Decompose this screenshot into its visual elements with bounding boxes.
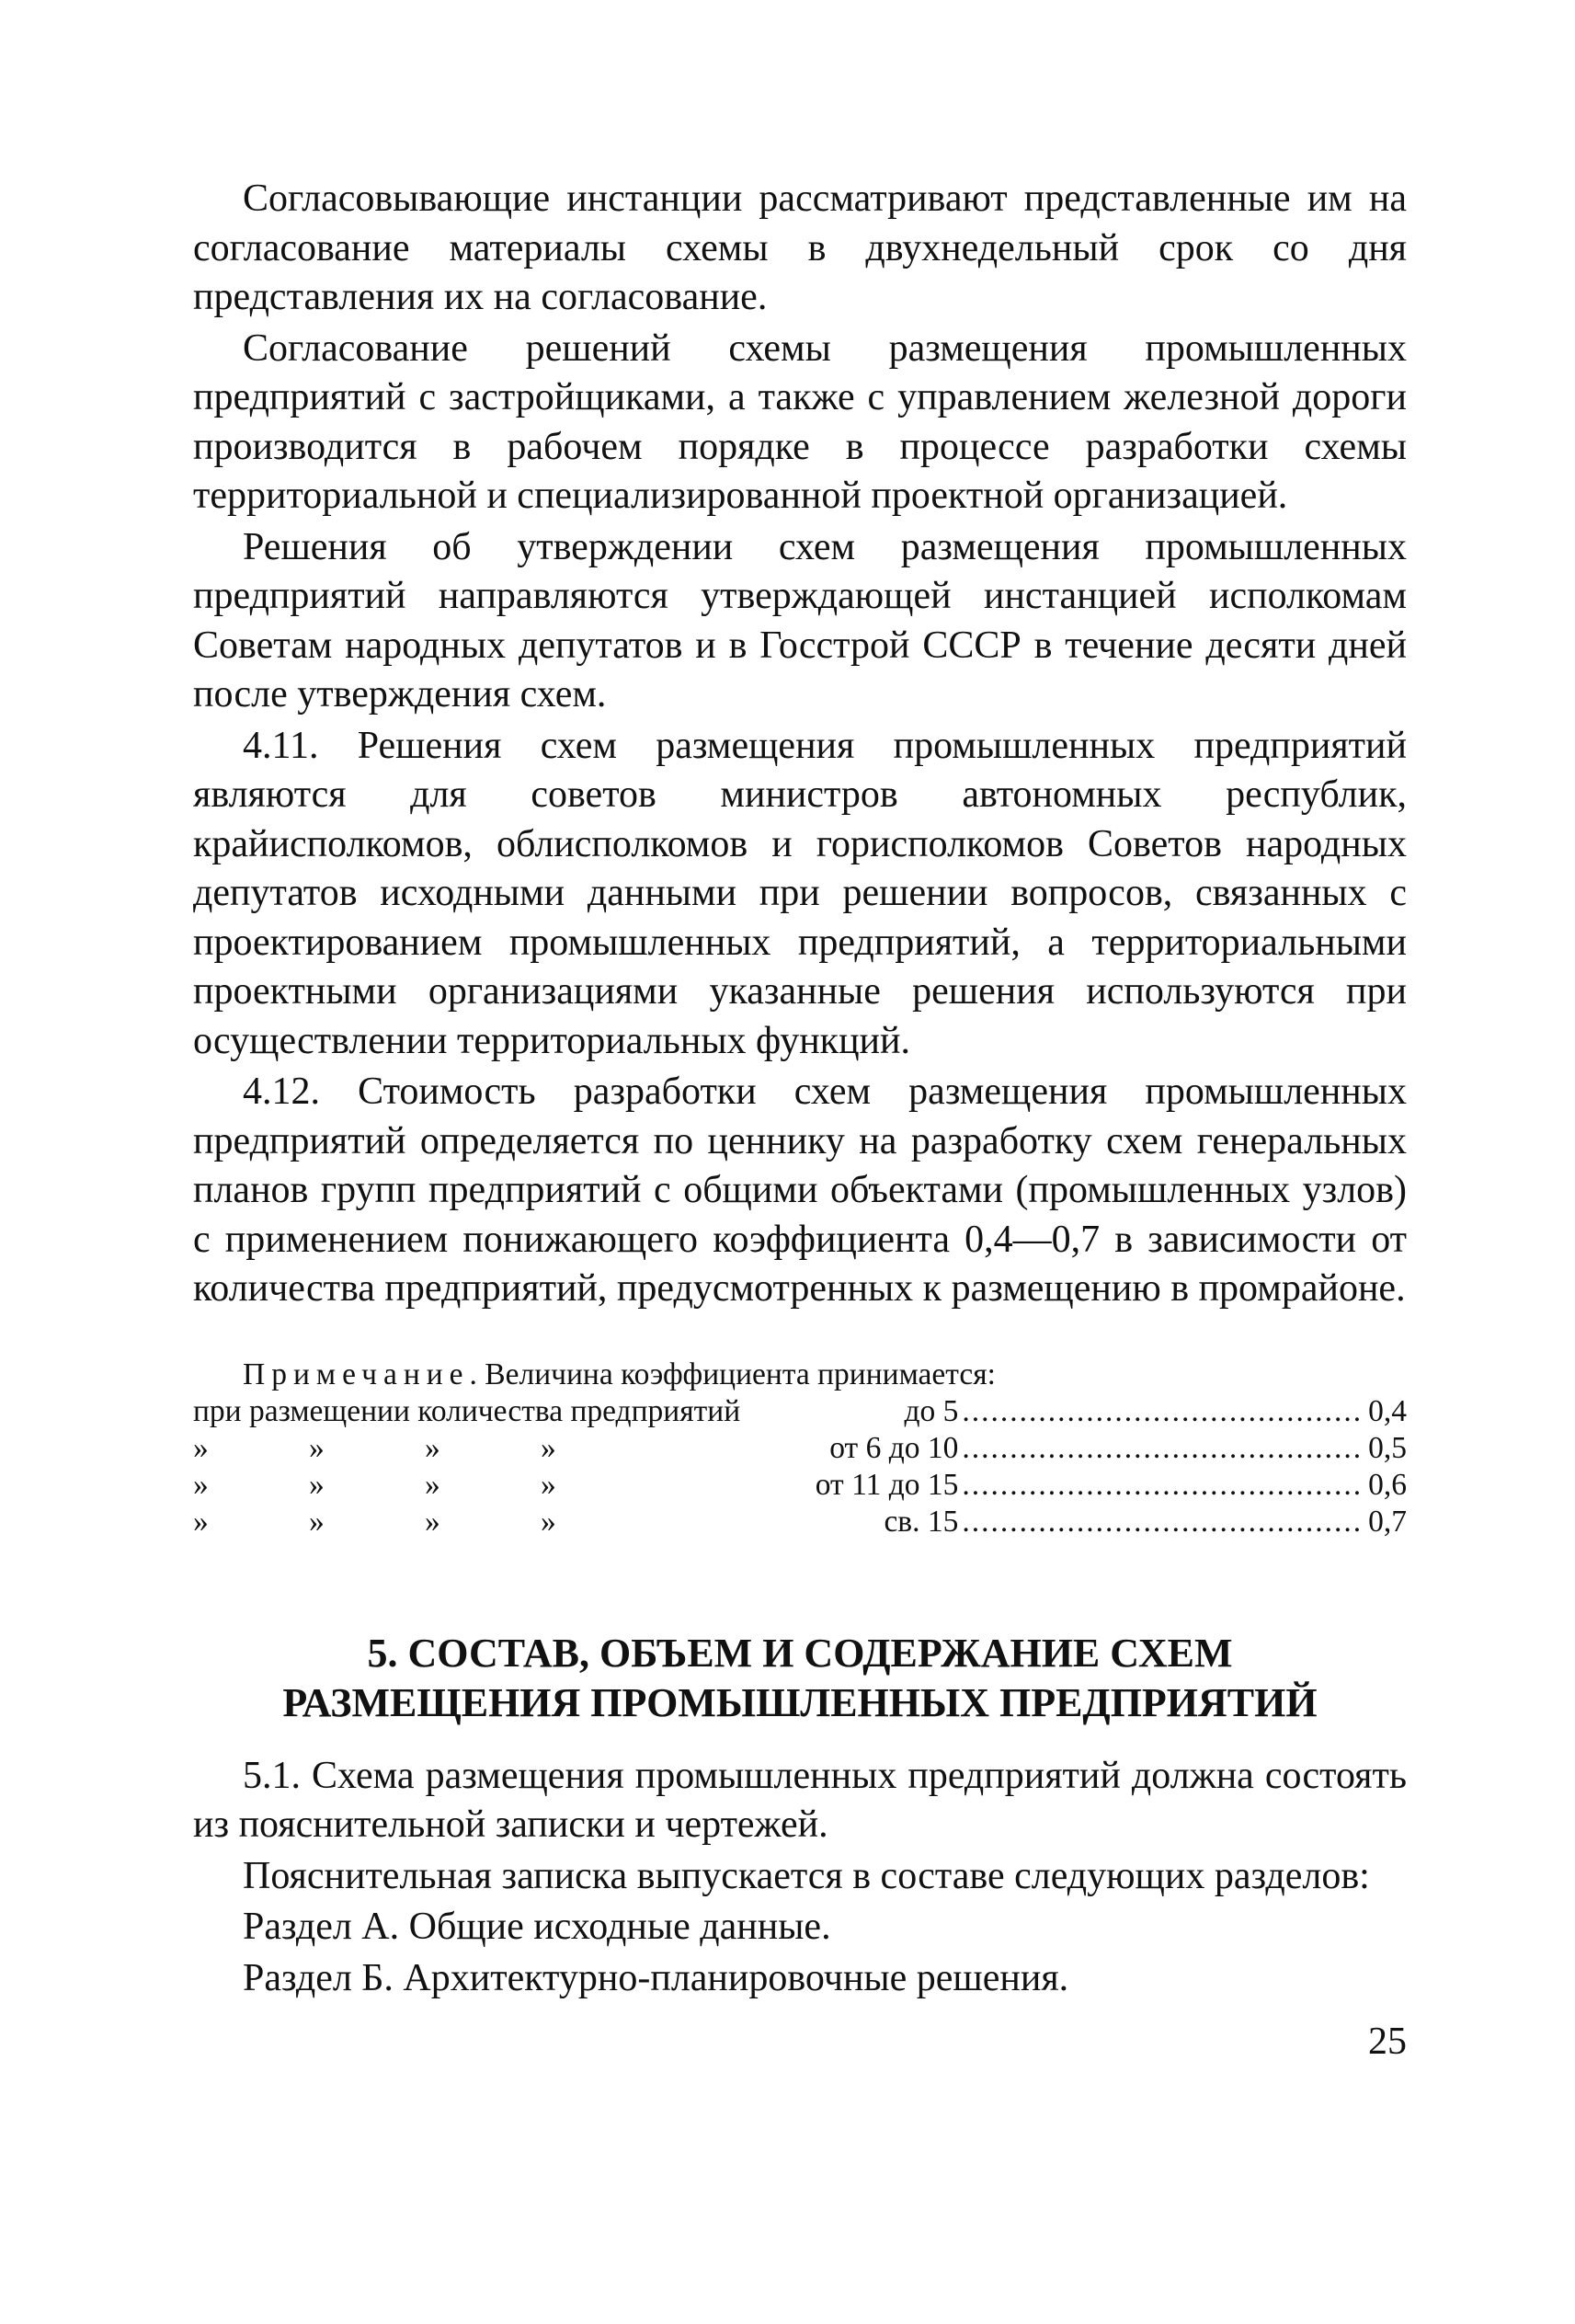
- document-page: [193, 175, 1407, 2005]
- note-row-coefficient: 0,5: [1368, 1430, 1407, 1465]
- section-item-b: Раздел Б. Архитектурно-планировочные решения.: [243, 1956, 1069, 1999]
- note-heading: [193, 1357, 1407, 1393]
- note-row-coefficient: 0,4: [1368, 1393, 1407, 1428]
- note-row-value-group: [884, 1504, 1407, 1540]
- note-row: [193, 1467, 1407, 1504]
- paragraph-approval-decisions: Решения об утверждении схем размещения промышленных предприятий направляются утверждающей инстанцией исполкомам Советам народных депутатов и в Госстрой СССР в течение десяти дней после утверждения схем.: [193, 525, 1407, 716]
- ditto-mark: »: [309, 1467, 325, 1502]
- note-row-condition: [193, 1467, 816, 1504]
- note-row-leader-dots: ..........................................: [962, 1393, 1364, 1428]
- ditto-mark: »: [193, 1504, 209, 1539]
- note-row-coefficient: 0,6: [1368, 1467, 1407, 1502]
- ditto-mark: »: [309, 1430, 325, 1465]
- ditto-mark: »: [425, 1467, 440, 1502]
- note-row: [193, 1504, 1407, 1540]
- note-row-leader-dots: ..........................................: [962, 1467, 1364, 1502]
- paragraph-4-12: 4.12. Стоимость разработки схем размещения промышленных предприятий определяется по ценнику на разработку схем генеральных планов групп предприятий с общими объектами (промышленных узлов) с применением понижающего коэффициента 0,4—0,7 в зависимости от количества предприятий, предусмотренных к размещению в промрайоне.: [193, 1070, 1407, 1310]
- section-item-a: Раздел А. Общие исходные данные.: [243, 1906, 831, 1948]
- ditto-mark: »: [541, 1467, 556, 1502]
- note-row-value-group: [904, 1393, 1407, 1430]
- section-heading-line-1: 5. СОСТАВ, ОБЪЕМ И СОДЕРЖАНИЕ СХЕМ: [367, 1630, 1233, 1676]
- ditto-mark: »: [193, 1467, 209, 1502]
- section-heading: [193, 1629, 1407, 1728]
- note-text: . Величина коэффициента принимается:: [469, 1357, 996, 1391]
- section-heading-line-2: РАЗМЕЩЕНИЯ ПРОМЫШЛЕННЫХ ПРЕДПРИЯТИЙ: [282, 1679, 1318, 1725]
- note-row-range: св. 15: [884, 1504, 959, 1539]
- note-row-leader-dots: ..........................................: [962, 1504, 1364, 1539]
- note-row: [193, 1430, 1407, 1467]
- note-row-range: от 6 до 10: [829, 1430, 959, 1465]
- note-label: Примечание: [243, 1357, 470, 1391]
- note-row-leader-dots: ..........................................: [962, 1430, 1364, 1465]
- paragraph-4-11: 4.11. Решения схем размещения промышленных предприятий являются для советов министров автономных республик, крайисполкомов, облисполкомов и горисполкомов Советов народных депутатов исходными данными при решении вопросов, связанных с проектированием промышленных предприятий, а территориальными проектными организациями указанные решения используются при осуществлении территориальных функций.: [193, 724, 1407, 1062]
- note-row-value-group: [816, 1467, 1407, 1504]
- note-row-condition: [193, 1393, 904, 1430]
- note-row-condition: [193, 1504, 884, 1540]
- note-row-coefficient: 0,7: [1368, 1504, 1407, 1539]
- ditto-mark: »: [425, 1430, 440, 1465]
- note-row-range: от 11 до 15: [815, 1467, 959, 1502]
- note-row: [193, 1393, 1407, 1430]
- ditto-mark: »: [541, 1504, 556, 1539]
- note-row-value-group: [829, 1430, 1407, 1467]
- paragraph-5-1: 5.1. Схема размещения промышленных предприятий должна состоять из пояснительной записки и чертежей.: [193, 1754, 1407, 1846]
- paragraph-coordination-developers: Согласование решений схемы размещения промышленных предприятий с застройщиками, а также с управлением железной дороги производится в рабочем порядке в процессе разработки схемы территориальной и специализированной проектной организацией.: [193, 326, 1407, 517]
- paragraph-approval-timing: Согласовывающие инстанции рассматривают представленные им на согласование материалы схемы в двухнедельный срок со дня представления их на согласование.: [193, 177, 1407, 318]
- ditto-mark: »: [425, 1504, 440, 1539]
- note-row-condition: [193, 1430, 829, 1467]
- ditto-mark: »: [541, 1430, 556, 1465]
- ditto-mark: »: [193, 1430, 209, 1465]
- page-number: 25: [1368, 2021, 1407, 2063]
- note-row-condition-text: при размещении количества предприятий: [193, 1393, 741, 1428]
- paragraph-explanatory-note: Пояснительная записка выпускается в составе следующих разделов:: [243, 1854, 1370, 1897]
- note-row-range: до 5: [904, 1393, 959, 1428]
- coefficient-note: [193, 1357, 1407, 1540]
- ditto-mark: »: [309, 1504, 325, 1539]
